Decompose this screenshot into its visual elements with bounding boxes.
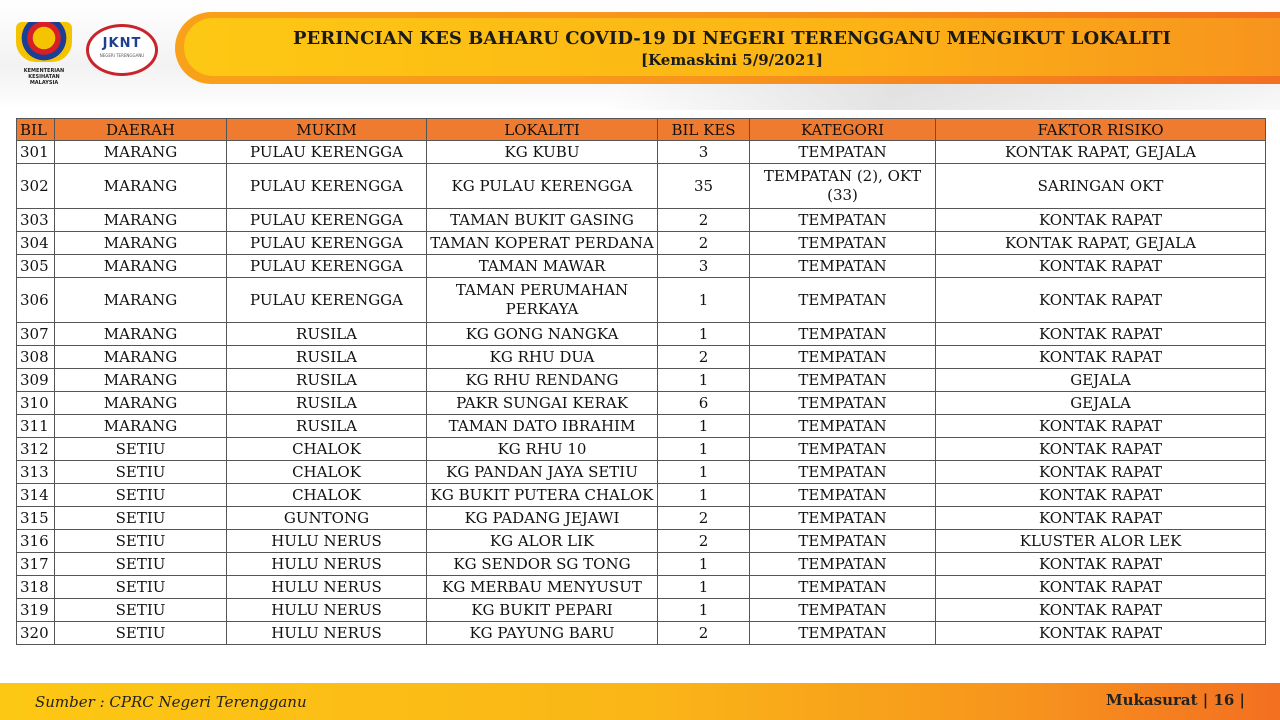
table-row bbox=[17, 530, 1266, 553]
cell-daerah: MARANG bbox=[55, 323, 227, 346]
column-header: MUKIM bbox=[227, 119, 427, 141]
cell-daerah: MARANG bbox=[55, 392, 227, 415]
page-number: Mukasurat | 16 | bbox=[1106, 691, 1245, 709]
cell-mukim: PULAU KERENGGA bbox=[227, 141, 427, 164]
cell-mukim: CHALOK bbox=[227, 461, 427, 484]
cell-kategori: TEMPATAN bbox=[750, 369, 936, 392]
cell-mukim: PULAU KERENGGA bbox=[227, 164, 427, 209]
cell-lokaliti: TAMAN KOPERAT PERDANA bbox=[427, 232, 658, 255]
cell-kategori: TEMPATAN bbox=[750, 232, 936, 255]
table-row bbox=[17, 576, 1266, 599]
cell-kes: 2 bbox=[658, 346, 750, 369]
cell-kes: 3 bbox=[658, 141, 750, 164]
table-row bbox=[17, 141, 1266, 164]
cell-kes: 35 bbox=[658, 164, 750, 209]
cell-kategori: TEMPATAN bbox=[750, 576, 936, 599]
column-header: BIL KES bbox=[658, 119, 750, 141]
cell-mukim: PULAU KERENGGA bbox=[227, 255, 427, 278]
cell-faktor: KONTAK RAPAT bbox=[936, 576, 1266, 599]
cell-kategori: TEMPATAN bbox=[750, 209, 936, 232]
cell-mukim: HULU NERUS bbox=[227, 622, 427, 645]
cell-mukim: HULU NERUS bbox=[227, 599, 427, 622]
cell-kategori: TEMPATAN bbox=[750, 484, 936, 507]
cell-kes: 1 bbox=[658, 599, 750, 622]
cell-faktor: KONTAK RAPAT bbox=[936, 346, 1266, 369]
cell-mukim: HULU NERUS bbox=[227, 576, 427, 599]
cell-kes: 2 bbox=[658, 622, 750, 645]
cell-daerah: SETIU bbox=[55, 507, 227, 530]
cell-bil: 320 bbox=[17, 622, 55, 645]
cell-daerah: SETIU bbox=[55, 622, 227, 645]
cell-bil: 307 bbox=[17, 323, 55, 346]
cell-daerah: MARANG bbox=[55, 346, 227, 369]
cell-daerah: SETIU bbox=[55, 484, 227, 507]
cell-faktor: KONTAK RAPAT, GEJALA bbox=[936, 141, 1266, 164]
source-note: Sumber : CPRC Negeri Terengganu bbox=[35, 693, 307, 711]
cell-kes: 2 bbox=[658, 530, 750, 553]
cell-mukim: PULAU KERENGGA bbox=[227, 232, 427, 255]
cell-lokaliti: KG BUKIT PEPARI bbox=[427, 599, 658, 622]
table-header-row bbox=[17, 119, 1266, 141]
cell-kategori: TEMPATAN bbox=[750, 461, 936, 484]
cell-kategori: TEMPATAN bbox=[750, 278, 936, 323]
cell-daerah: MARANG bbox=[55, 369, 227, 392]
cell-bil: 311 bbox=[17, 415, 55, 438]
cell-mukim: CHALOK bbox=[227, 438, 427, 461]
cell-kategori: TEMPATAN bbox=[750, 530, 936, 553]
table-row bbox=[17, 415, 1266, 438]
cell-mukim: HULU NERUS bbox=[227, 553, 427, 576]
cell-mukim: RUSILA bbox=[227, 346, 427, 369]
cell-daerah: MARANG bbox=[55, 209, 227, 232]
table-row bbox=[17, 438, 1266, 461]
column-header: KATEGORI bbox=[750, 119, 936, 141]
cell-daerah: SETIU bbox=[55, 438, 227, 461]
cell-kategori: TEMPATAN bbox=[750, 392, 936, 415]
cell-daerah: SETIU bbox=[55, 599, 227, 622]
cell-kategori: TEMPATAN bbox=[750, 346, 936, 369]
cell-bil: 309 bbox=[17, 369, 55, 392]
cell-kes: 1 bbox=[658, 323, 750, 346]
cell-faktor: KONTAK RAPAT bbox=[936, 622, 1266, 645]
cell-mukim: HULU NERUS bbox=[227, 530, 427, 553]
cell-faktor: KONTAK RAPAT, GEJALA bbox=[936, 232, 1266, 255]
cell-kes: 3 bbox=[658, 255, 750, 278]
cell-bil: 301 bbox=[17, 141, 55, 164]
cell-daerah: SETIU bbox=[55, 530, 227, 553]
cell-daerah: MARANG bbox=[55, 164, 227, 209]
cell-bil: 305 bbox=[17, 255, 55, 278]
cell-kategori: TEMPATAN bbox=[750, 507, 936, 530]
cell-bil: 313 bbox=[17, 461, 55, 484]
cell-bil: 304 bbox=[17, 232, 55, 255]
cell-mukim: GUNTONG bbox=[227, 507, 427, 530]
cell-mukim: PULAU KERENGGA bbox=[227, 278, 427, 323]
cell-daerah: SETIU bbox=[55, 576, 227, 599]
column-header: DAERAH bbox=[55, 119, 227, 141]
coat-of-arms-icon bbox=[16, 22, 72, 62]
cell-kes: 1 bbox=[658, 576, 750, 599]
cell-faktor: KONTAK RAPAT bbox=[936, 209, 1266, 232]
cell-lokaliti: KG PADANG JEJAWI bbox=[427, 507, 658, 530]
jknt-logo-caption: NEGERI TERENGGANU bbox=[99, 53, 145, 58]
cell-faktor: KONTAK RAPAT bbox=[936, 415, 1266, 438]
cell-kategori: TEMPATAN bbox=[750, 599, 936, 622]
cell-kategori: TEMPATAN bbox=[750, 622, 936, 645]
cell-kes: 1 bbox=[658, 278, 750, 323]
cell-bil: 303 bbox=[17, 209, 55, 232]
table-row bbox=[17, 392, 1266, 415]
table-row bbox=[17, 622, 1266, 645]
cell-kes: 1 bbox=[658, 553, 750, 576]
cell-lokaliti: KG RHU 10 bbox=[427, 438, 658, 461]
cell-lokaliti: TAMAN PERUMAHAN PERKAYA bbox=[427, 278, 658, 323]
cell-bil: 319 bbox=[17, 599, 55, 622]
cell-faktor: SARINGAN OKT bbox=[936, 164, 1266, 209]
table-row bbox=[17, 255, 1266, 278]
cell-bil: 302 bbox=[17, 164, 55, 209]
table-row bbox=[17, 369, 1266, 392]
cell-lokaliti: KG RHU DUA bbox=[427, 346, 658, 369]
cell-faktor: KONTAK RAPAT bbox=[936, 461, 1266, 484]
cell-kes: 1 bbox=[658, 484, 750, 507]
cell-lokaliti: PAKR SUNGAI KERAK bbox=[427, 392, 658, 415]
cell-bil: 315 bbox=[17, 507, 55, 530]
cell-mukim: RUSILA bbox=[227, 369, 427, 392]
cell-faktor: KONTAK RAPAT bbox=[936, 599, 1266, 622]
page-title-block bbox=[184, 28, 1280, 70]
table-row bbox=[17, 599, 1266, 622]
cell-faktor: GEJALA bbox=[936, 369, 1266, 392]
cell-faktor: KONTAK RAPAT bbox=[936, 323, 1266, 346]
cell-daerah: MARANG bbox=[55, 141, 227, 164]
cell-lokaliti: TAMAN MAWAR bbox=[427, 255, 658, 278]
cell-daerah: MARANG bbox=[55, 232, 227, 255]
cell-bil: 306 bbox=[17, 278, 55, 323]
cell-lokaliti: KG PULAU KERENGGA bbox=[427, 164, 658, 209]
jknt-logo-text: JKNT bbox=[102, 36, 142, 51]
cell-daerah: SETIU bbox=[55, 461, 227, 484]
table-row bbox=[17, 507, 1266, 530]
cell-faktor: KLUSTER ALOR LEK bbox=[936, 530, 1266, 553]
cell-lokaliti: TAMAN DATO IBRAHIM bbox=[427, 415, 658, 438]
cases-table bbox=[16, 118, 1266, 645]
cell-kes: 1 bbox=[658, 438, 750, 461]
cell-kategori: TEMPATAN bbox=[750, 438, 936, 461]
cell-faktor: KONTAK RAPAT bbox=[936, 507, 1266, 530]
cell-daerah: MARANG bbox=[55, 278, 227, 323]
cell-faktor: KONTAK RAPAT bbox=[936, 553, 1266, 576]
cell-faktor: KONTAK RAPAT bbox=[936, 438, 1266, 461]
cell-lokaliti: KG ALOR LIK bbox=[427, 530, 658, 553]
cell-kategori: TEMPATAN (2), OKT (33) bbox=[750, 164, 936, 209]
cell-kes: 2 bbox=[658, 232, 750, 255]
jknt-logo bbox=[86, 24, 158, 76]
cell-lokaliti: KG BUKIT PUTERA CHALOK bbox=[427, 484, 658, 507]
cell-lokaliti: KG GONG NANGKA bbox=[427, 323, 658, 346]
cell-kes: 2 bbox=[658, 507, 750, 530]
table-row bbox=[17, 484, 1266, 507]
cell-kategori: TEMPATAN bbox=[750, 553, 936, 576]
table-row bbox=[17, 346, 1266, 369]
cell-lokaliti: KG MERBAU MENYUSUT bbox=[427, 576, 658, 599]
cell-lokaliti: KG PAYUNG BARU bbox=[427, 622, 658, 645]
cell-mukim: RUSILA bbox=[227, 415, 427, 438]
cell-bil: 310 bbox=[17, 392, 55, 415]
cell-faktor: KONTAK RAPAT bbox=[936, 278, 1266, 323]
cell-lokaliti: KG SENDOR SG TONG bbox=[427, 553, 658, 576]
cell-kategori: TEMPATAN bbox=[750, 323, 936, 346]
cell-bil: 314 bbox=[17, 484, 55, 507]
cell-faktor: KONTAK RAPAT bbox=[936, 484, 1266, 507]
table-row bbox=[17, 461, 1266, 484]
table-row bbox=[17, 232, 1266, 255]
cell-lokaliti: KG PANDAN JAYA SETIU bbox=[427, 461, 658, 484]
cell-faktor: KONTAK RAPAT bbox=[936, 255, 1266, 278]
table-row bbox=[17, 278, 1266, 323]
cell-kes: 6 bbox=[658, 392, 750, 415]
kkm-logo-caption: KEMENTERIAN KESIHATAN MALAYSIA bbox=[23, 68, 65, 86]
cell-mukim: CHALOK bbox=[227, 484, 427, 507]
cell-daerah: MARANG bbox=[55, 255, 227, 278]
page-subtitle: [Kemaskini 5/9/2021] bbox=[641, 51, 823, 69]
cell-faktor: GEJALA bbox=[936, 392, 1266, 415]
cell-daerah: SETIU bbox=[55, 553, 227, 576]
kkm-logo bbox=[14, 22, 74, 90]
cell-bil: 312 bbox=[17, 438, 55, 461]
cell-bil: 316 bbox=[17, 530, 55, 553]
cell-bil: 317 bbox=[17, 553, 55, 576]
cell-kes: 2 bbox=[658, 209, 750, 232]
page-title: PERINCIAN KES BAHARU COVID-19 DI NEGERI TERENGGANU MENGIKUT LOKALITI bbox=[293, 28, 1171, 49]
table-row bbox=[17, 553, 1266, 576]
cell-kes: 1 bbox=[658, 461, 750, 484]
cell-mukim: PULAU KERENGGA bbox=[227, 209, 427, 232]
cell-daerah: MARANG bbox=[55, 415, 227, 438]
table-row bbox=[17, 164, 1266, 209]
column-header: BIL bbox=[17, 119, 55, 141]
cell-kategori: TEMPATAN bbox=[750, 141, 936, 164]
cell-bil: 308 bbox=[17, 346, 55, 369]
cell-kes: 1 bbox=[658, 415, 750, 438]
cell-bil: 318 bbox=[17, 576, 55, 599]
table-row bbox=[17, 209, 1266, 232]
cell-mukim: RUSILA bbox=[227, 323, 427, 346]
cell-kes: 1 bbox=[658, 369, 750, 392]
cell-lokaliti: TAMAN BUKIT GASING bbox=[427, 209, 658, 232]
cell-lokaliti: KG KUBU bbox=[427, 141, 658, 164]
cell-lokaliti: KG RHU RENDANG bbox=[427, 369, 658, 392]
table-row bbox=[17, 323, 1266, 346]
cell-mukim: RUSILA bbox=[227, 392, 427, 415]
column-header: LOKALITI bbox=[427, 119, 658, 141]
column-header: FAKTOR RISIKO bbox=[936, 119, 1266, 141]
cell-kategori: TEMPATAN bbox=[750, 415, 936, 438]
cell-kategori: TEMPATAN bbox=[750, 255, 936, 278]
